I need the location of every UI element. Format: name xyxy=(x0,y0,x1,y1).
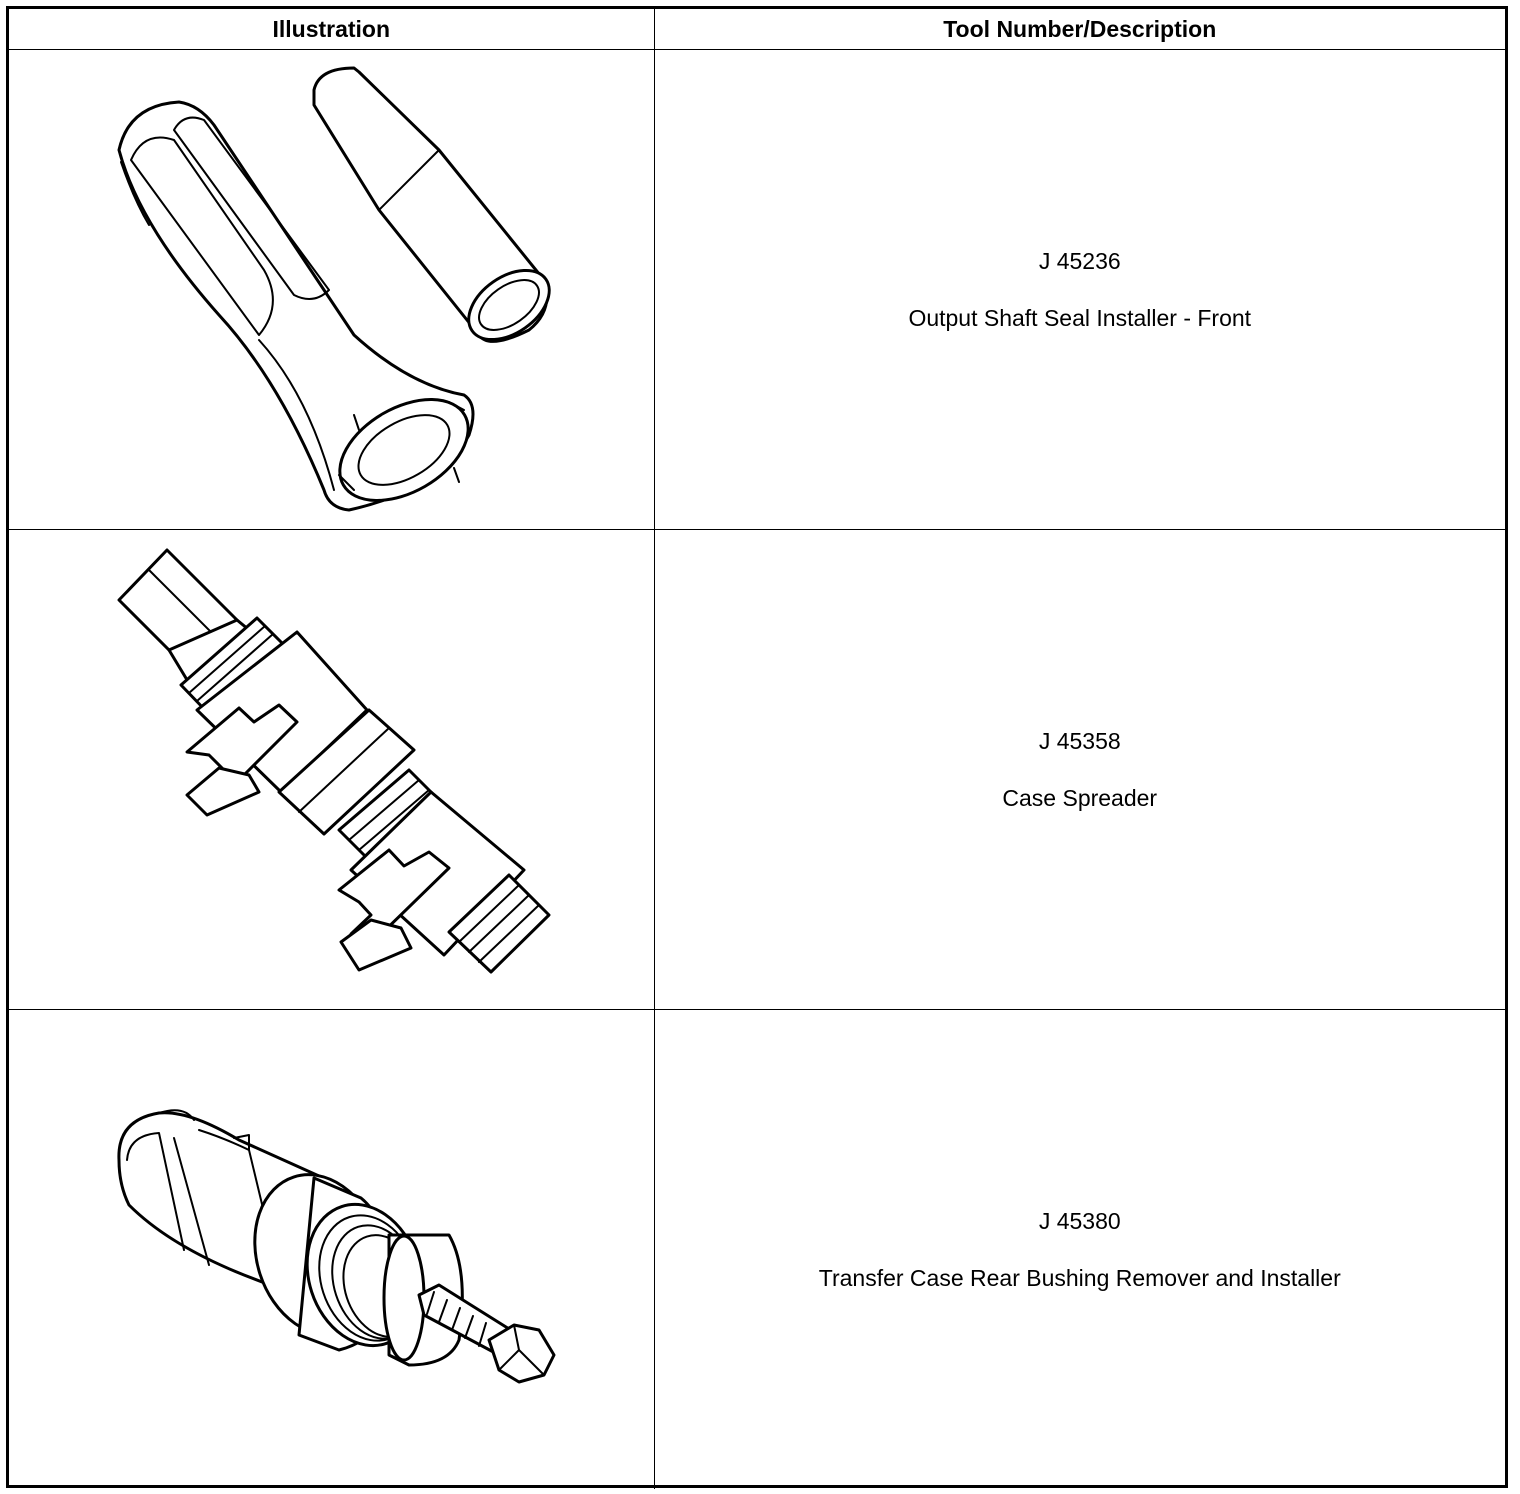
illustration-cell xyxy=(9,530,654,1010)
tool-number: J 45358 xyxy=(1038,727,1121,754)
seal-installer-icon xyxy=(9,50,654,529)
header-illustration: Illustration xyxy=(9,9,654,50)
illustration-cell xyxy=(9,50,654,530)
tool-number: J 45380 xyxy=(1038,1207,1121,1234)
table-row xyxy=(9,1010,1505,1490)
description-cell xyxy=(654,1010,1505,1490)
header-tool-number-description: Tool Number/Description xyxy=(654,9,1505,50)
description-cell xyxy=(654,530,1505,1010)
case-spreader-icon xyxy=(9,530,654,1009)
tool-description: Transfer Case Rear Bushing Remover and Installer xyxy=(818,1264,1341,1291)
illustration-cell xyxy=(9,1010,654,1490)
tool-description: Output Shaft Seal Installer - Front xyxy=(908,304,1252,331)
table-row xyxy=(9,50,1505,530)
bushing-remover-installer-icon xyxy=(9,1010,654,1489)
table-header-row xyxy=(9,9,1505,50)
table-row xyxy=(9,530,1505,1010)
tool-description: Case Spreader xyxy=(1002,784,1158,811)
tool-table-frame xyxy=(6,6,1508,1488)
special-tools-table xyxy=(9,9,1505,1489)
tool-number: J 45236 xyxy=(1038,247,1121,274)
description-cell xyxy=(654,50,1505,530)
